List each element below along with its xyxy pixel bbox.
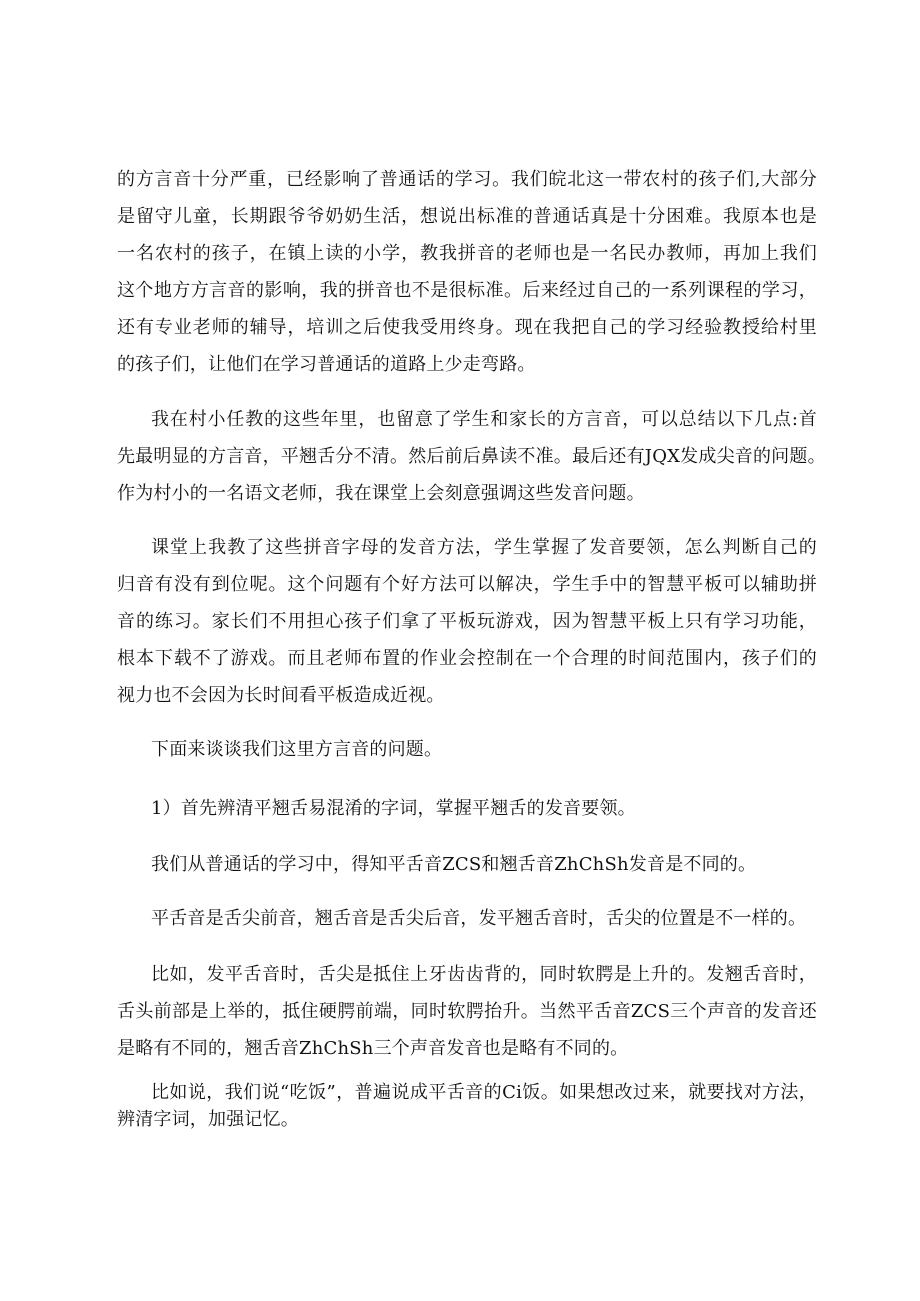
paragraph-line: 是留守儿童，长期跟爷爷奶奶生活，想说出标准的普通话真是十分困难。我原本也是 (117, 206, 817, 227)
paragraph-line: 平舌音是舌尖前音，翘舌音是舌尖后音，发平翘舌音时，舌尖的位置是不一样的。 (151, 908, 807, 929)
paragraph-line: 的方言音十分严重，已经影响了普通话的学习。我们皖北这一带农村的孩子们,大部分 (117, 169, 817, 190)
paragraph-line: 的孩子们，让他们在学习普通话的道路上少走弯路。 (117, 354, 536, 375)
paragraph-line: 我在村小任教的这些年里，也留意了学生和家长的方言音，可以总结以下几点:首 (151, 409, 817, 430)
paragraph-line: 我们从普通话的学习中，得知平舌音ZCS和翘舌音ZhChSh发音是不同的。 (151, 854, 757, 875)
paragraph-line: 是略有不同的，翘舌音ZhChSh三个声音发音也是略有不同的。 (117, 1038, 629, 1059)
paragraph-line: 下面来谈谈我们这里方言音的问题。 (151, 739, 443, 760)
paragraph-line: 舌头前部是上举的，抵住硬腭前端，同时软腭抬升。当然平舌音ZCS三个声音的发音还 (117, 1001, 817, 1022)
paragraph-line: 还有专业老师的辅导，培训之后使我受用终身。现在我把自己的学习经验教授给村里 (117, 317, 817, 338)
paragraph-line: 视力也不会因为长时间看平板造成近视。 (117, 685, 445, 706)
paragraph-line: 先最明显的方言音，平翘舌分不清。然后前后鼻读不准。最后还有JQX发成尖音的问题。 (117, 446, 826, 467)
paragraph-line: 课堂上我教了这些拼音字母的发音方法，学生掌握了发音要领，怎么判断自己的 (151, 537, 817, 558)
paragraph-line: 比如说，我们说“吃饭”，普遍说成平舌音的Ci饭。如果想改过来，就要找对方法， (151, 1082, 817, 1103)
paragraph-line: 根本下载不了游戏。而且老师布置的作业会控制在一个合理的时间范围内，孩子们的 (117, 648, 817, 669)
paragraph-line: 比如，发平舌音时，舌尖是抵住上牙齿齿背的，同时软腭是上升的。发翘舌音时， (151, 964, 817, 985)
paragraph-line: 音的练习。家长们不用担心孩子们拿了平板玩游戏，因为智慧平板上只有学习功能， (117, 611, 817, 632)
paragraph-line: 辨清字词，加强记忆。 (117, 1109, 299, 1130)
paragraph-line: 这个地方方言音的影响，我的拼音也不是很标准。后来经过自己的一系列课程的学习， (117, 280, 817, 301)
paragraph-line: 1）首先辨清平翘舌易混淆的字词，掌握平翘舌的发音要领。 (151, 798, 636, 819)
paragraph-line: 作为村小的一名语文老师，我在课堂上会刻意强调这些发音问题。 (117, 483, 645, 504)
paragraph-line: 一名农村的孩子，在镇上读的小学，教我拼音的老师也是一名民办教师，再加上我们 (117, 243, 817, 264)
paragraph-line: 归音有没有到位呢。这个问题有个好方法可以解决，学生手中的智慧平板可以辅助拼 (117, 574, 817, 595)
